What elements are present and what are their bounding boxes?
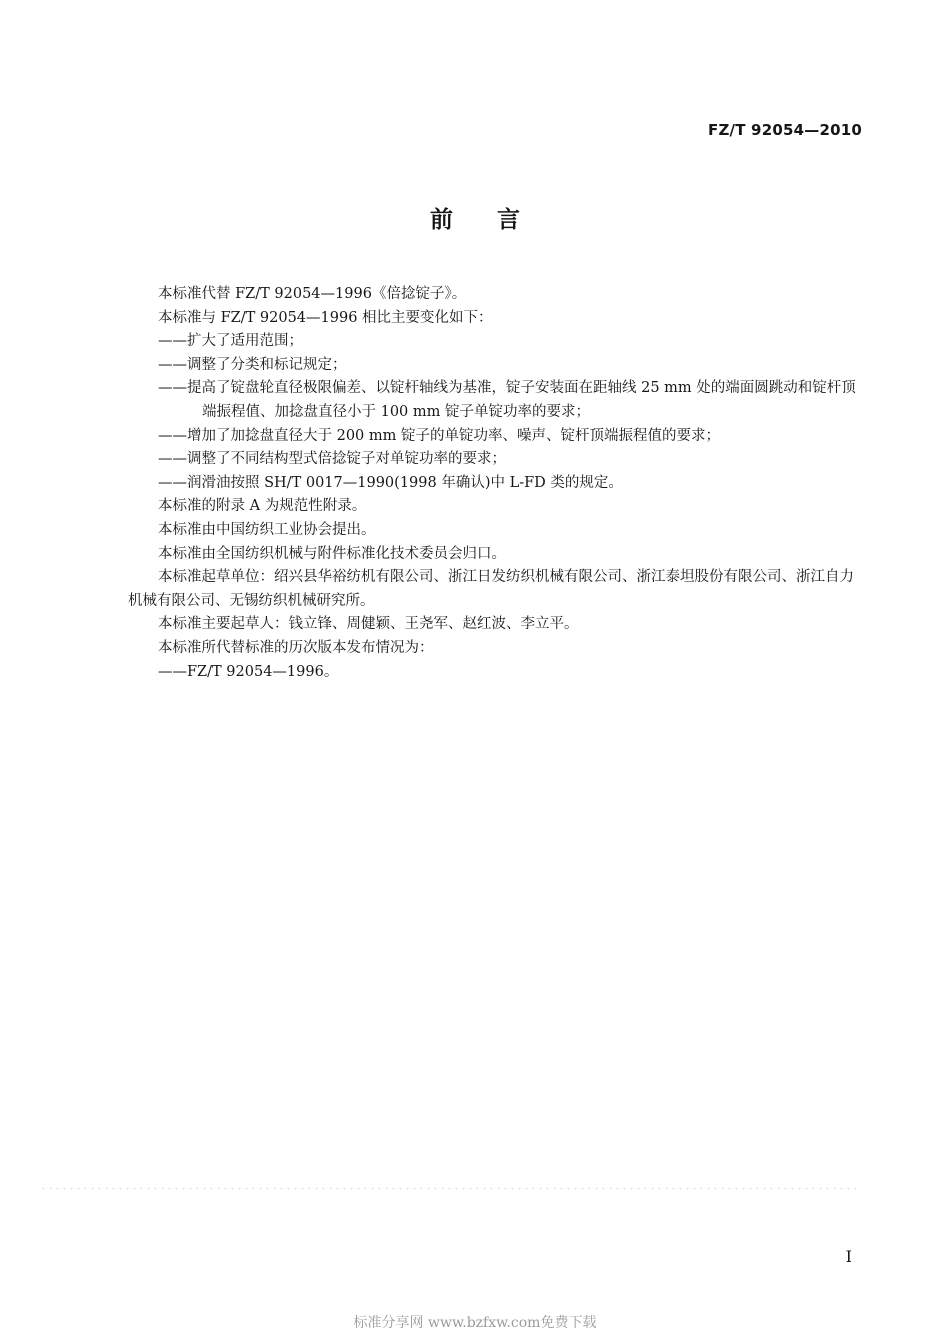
paragraph-drafters: 本标准主要起草人：钱立锋、周健颖、王尧军、赵红波、李立平。: [158, 616, 579, 633]
paragraph-committee: 本标准由全国纺织机械与附件标准化技术委员会归口。: [158, 545, 506, 562]
change-item: ——提高了锭盘轮直径极限偏差、以锭杆轴线为基准，锭子安装面在距轴线 25 mm 处的端面圆跳动和锭杆顶端振程值、加捻盘直径小于 100 mm 锭子单锭功率的要求；: [158, 380, 856, 420]
change-item: ——扩大了适用范围；: [158, 333, 303, 350]
watermark: 标准分享网 www.bzfxw.com免费下载: [353, 1315, 597, 1331]
paragraph-supersedes: 本标准代替 FZ/T 92054—1996《倍捻锭子》。: [158, 286, 467, 302]
change-item: ——调整了不同结构型式倍捻锭子对单锭功率的要求；: [158, 451, 506, 468]
paragraph-annex: 本标准的附录 A 为规范性附录。: [158, 498, 367, 515]
paragraph-changes-intro: 本标准与 FZ/T 92054—1996 相比主要变化如下：: [158, 309, 493, 326]
standard-code: FZ/T 92054—2010: [708, 121, 862, 139]
foreword-body: [128, 283, 868, 684]
page-number: I: [845, 1247, 852, 1266]
paragraph-drafting-units: 本标准起草单位：绍兴县华裕纺机有限公司、浙江日发纺织机械有限公司、浙江泰坦股份有限公司、浙江自力机械有限公司、无锡纺织机械研究所。: [128, 569, 854, 609]
page-title: 前言: [430, 207, 564, 233]
history-item: ——FZ/T 92054—1996。: [158, 663, 339, 680]
paragraph-history-intro: 本标准所代替标准的历次版本发布情况为：: [158, 639, 434, 656]
change-item: ——增加了加捻盘直径大于 200 mm 锭子的单锭功率、噪声、锭杆顶端振程值的要求；: [158, 427, 720, 444]
change-item: ——润滑油按照 SH/T 0017—1990(1998 年确认)中 L-FD 类的规定。: [158, 474, 623, 491]
paragraph-proposer: 本标准由中国纺织工业协会提出。: [158, 521, 376, 538]
scan-noise: [40, 1186, 860, 1192]
change-item: ——调整了分类和标记规定；: [158, 356, 347, 373]
